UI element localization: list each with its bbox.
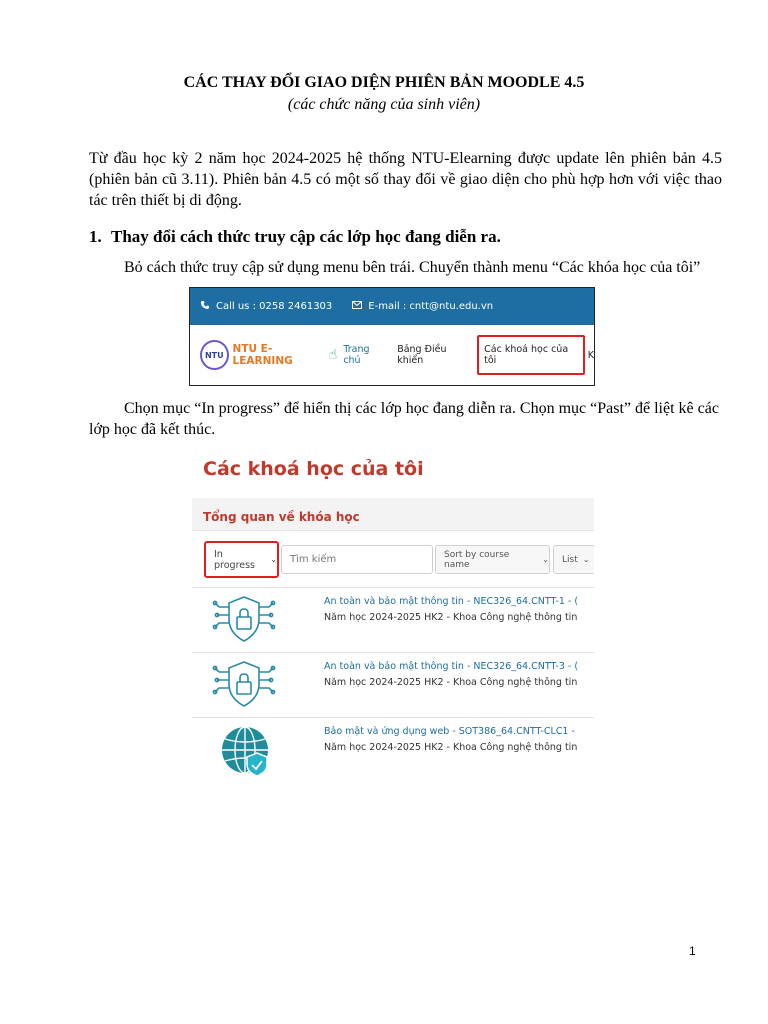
document-subtitle: (các chức năng của sinh viên): [287, 96, 481, 113]
email-text: E-mail : cntt@ntu.edu.vn: [368, 301, 494, 312]
course-meta: Năm học 2024-2025 HK2 - Khoa Công nghệ thông tin: [324, 742, 578, 753]
section-1-number: 1.: [89, 227, 102, 246]
pointer-hand-icon: ☝: [328, 347, 338, 363]
sort-dropdown[interactable]: [435, 545, 550, 574]
view-dropdown[interactable]: [553, 545, 594, 574]
my-courses-screenshot: [192, 448, 594, 782]
course-list-item[interactable]: [192, 587, 594, 651]
shield-lock-circuit-icon: [209, 591, 279, 649]
shield-lock-circuit-icon: [209, 656, 279, 714]
course-name-link[interactable]: An toàn và bảo mật thông tin - NEC326_64.CNTT-3 - (: [324, 661, 579, 672]
globe-shield-icon: [209, 721, 279, 779]
filter-label: In progress: [214, 548, 256, 571]
ntu-logo-icon[interactable]: [200, 340, 229, 370]
course-overview-heading: Tổng quan về khóa học: [203, 510, 360, 524]
navbar-screenshot: [189, 287, 595, 386]
course-list-item[interactable]: [192, 717, 594, 781]
phone-icon: [200, 300, 210, 313]
site-logo-text[interactable]: NTU E-LEARNING: [232, 343, 293, 367]
grouping-filter-dropdown[interactable]: [204, 541, 279, 578]
main-nav: [190, 325, 594, 385]
my-courses-title: Các khoá học của tôi: [203, 458, 424, 480]
nav-link-home[interactable]: Trang chủ: [343, 344, 370, 366]
page-number: 1: [689, 944, 696, 958]
section-1-heading-text: Thay đổi cách thức truy cập các lớp học đang diễn ra.: [111, 227, 501, 246]
section-1-paragraph-2-text: Chọn mục “In progress” để hiển thị các lớp học đang diễn ra. Chọn mục “Past” để liệt kê các lớp học đã kết thúc.: [89, 400, 719, 438]
course-meta: Năm học 2024-2025 HK2 - Khoa Công nghệ thông tin: [324, 612, 578, 623]
view-label: List: [562, 554, 578, 565]
phone-text: Call us : 0258 2461303: [216, 301, 333, 312]
nav-link-truncated[interactable]: K: [587, 349, 595, 361]
chevron-down-icon: ⌄: [270, 555, 277, 564]
course-search-input[interactable]: Tìm kiếm: [281, 545, 433, 574]
nav-link-dashboard[interactable]: Bảng Điều khiển: [397, 344, 447, 366]
logo-badge-text: NTU: [204, 350, 224, 360]
course-name-link[interactable]: Bảo mật và ứng dụng web - SOT386_64.CNTT-CLC1 -: [324, 726, 575, 737]
section-1-heading: [89, 227, 501, 247]
section-1-paragraph-1: Bỏ cách thức truy cập sử dụng menu bên trái. Chuyển thành menu “Các khóa học của tôi”: [124, 259, 701, 276]
intro-paragraph: Từ đầu học kỳ 2 năm học 2024-2025 hệ thống NTU-Elearning được update lên phiên bản 4.5 (phiên bản cũ 3.11). Phiên bản 4.5 có một số thay đổi về giao diện cho phù hợp hơn với việc thao tác trên thiết bị di động.: [89, 150, 722, 209]
contact-topbar: [190, 288, 594, 325]
chevron-down-icon: ⌄: [582, 555, 590, 564]
section-1-paragraph-2: [89, 398, 722, 440]
course-list-item[interactable]: [192, 652, 594, 716]
document-title: CÁC THAY ĐỔI GIAO DIỆN PHIÊN BẢN MOODLE 4.5: [183, 74, 585, 91]
nav-link-my-courses[interactable]: Các khoá học của tôi: [477, 335, 585, 375]
course-meta: Năm học 2024-2025 HK2 - Khoa Công nghệ thông tin: [324, 677, 578, 688]
sort-label: Sort by course name: [444, 549, 510, 570]
chevron-down-icon: ⌄: [542, 555, 549, 564]
email-icon: [352, 301, 362, 312]
course-name-link[interactable]: An toàn và bảo mật thông tin - NEC326_64.CNTT-1 - (: [324, 596, 579, 607]
